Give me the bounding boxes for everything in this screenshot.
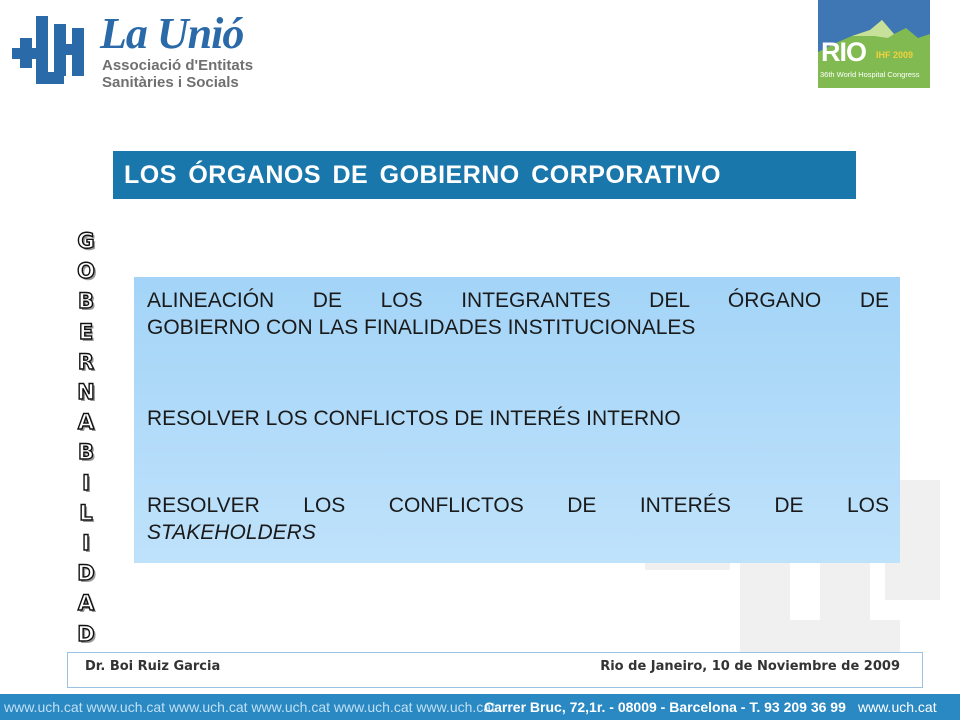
- logo-subtitle-line1: Associació d'Entitats: [102, 57, 254, 74]
- point-alignment-line1: ALINEACIÓN DE LOS INTEGRANTES DEL ÓRGANO DE: [147, 289, 889, 312]
- vertical-letter: A: [77, 410, 95, 435]
- content-box: [134, 277, 900, 563]
- badge-subtitle: 36th World Hospital Congress: [820, 70, 920, 79]
- logo-subtitle-line2: Sanitàries i Socials: [102, 74, 239, 91]
- logo-title: La Unió: [100, 9, 244, 58]
- point-stakeholder-line2: STAKEHOLDERS: [147, 521, 316, 544]
- vertical-word: [66, 226, 106, 649]
- badge-edition: IHF 2009: [876, 50, 914, 60]
- congress-badge: [818, 0, 930, 88]
- author: Dr. Boi Ruiz Garcia: [85, 659, 221, 674]
- address: Carrer Bruc, 72,1r. - 08009 - Barcelona - T. 93 209 36 99: [484, 699, 846, 715]
- vertical-letter: L: [79, 500, 93, 525]
- vertical-letter: A: [77, 591, 95, 616]
- vertical-letter: N: [77, 380, 95, 405]
- vertical-letter: G: [77, 229, 95, 253]
- point-internal-conflicts: RESOLVER LOS CONFLICTOS DE INTERÉS INTERNO: [147, 407, 681, 430]
- vertical-letter: B: [77, 440, 94, 465]
- vertical-letter: I: [82, 470, 90, 495]
- point-alignment-line2: GOBIERNO CON LAS FINALIDADES INSTITUCIONALES: [147, 316, 696, 339]
- vertical-letter: D: [77, 621, 95, 646]
- vertical-letter: E: [78, 319, 94, 344]
- point-alignment: [147, 287, 889, 341]
- vertical-letter: D: [77, 561, 95, 586]
- bottom-bar: [0, 694, 960, 720]
- footer-info: [67, 652, 923, 688]
- slide-title: LOS ÓRGANOS DE GOBIERNO CORPORATIVO: [124, 161, 721, 189]
- vertical-letter: O: [77, 259, 95, 284]
- vertical-letter: B: [77, 289, 94, 314]
- vertical-letter: I: [82, 531, 90, 556]
- url-repeat[interactable]: www.uch.cat www.uch.cat www.uch.cat www.uch.cat www.uch.cat www.uch.cat: [4, 699, 495, 715]
- uch-logo: [8, 10, 258, 95]
- point-stakeholder-conflicts: [147, 492, 889, 546]
- place-date: Rio de Janeiro, 10 de Noviembre de 2009: [600, 659, 900, 674]
- url-end[interactable]: www.uch.cat: [858, 699, 937, 715]
- uch-logo-icon: [8, 14, 93, 90]
- badge-title: RIO: [821, 37, 867, 67]
- point-stakeholder-line1: RESOLVER LOS CONFLICTOS DE INTERÉS DE LOS: [147, 494, 889, 517]
- slide-title-bar: [113, 151, 856, 199]
- vertical-letter: R: [77, 349, 95, 374]
